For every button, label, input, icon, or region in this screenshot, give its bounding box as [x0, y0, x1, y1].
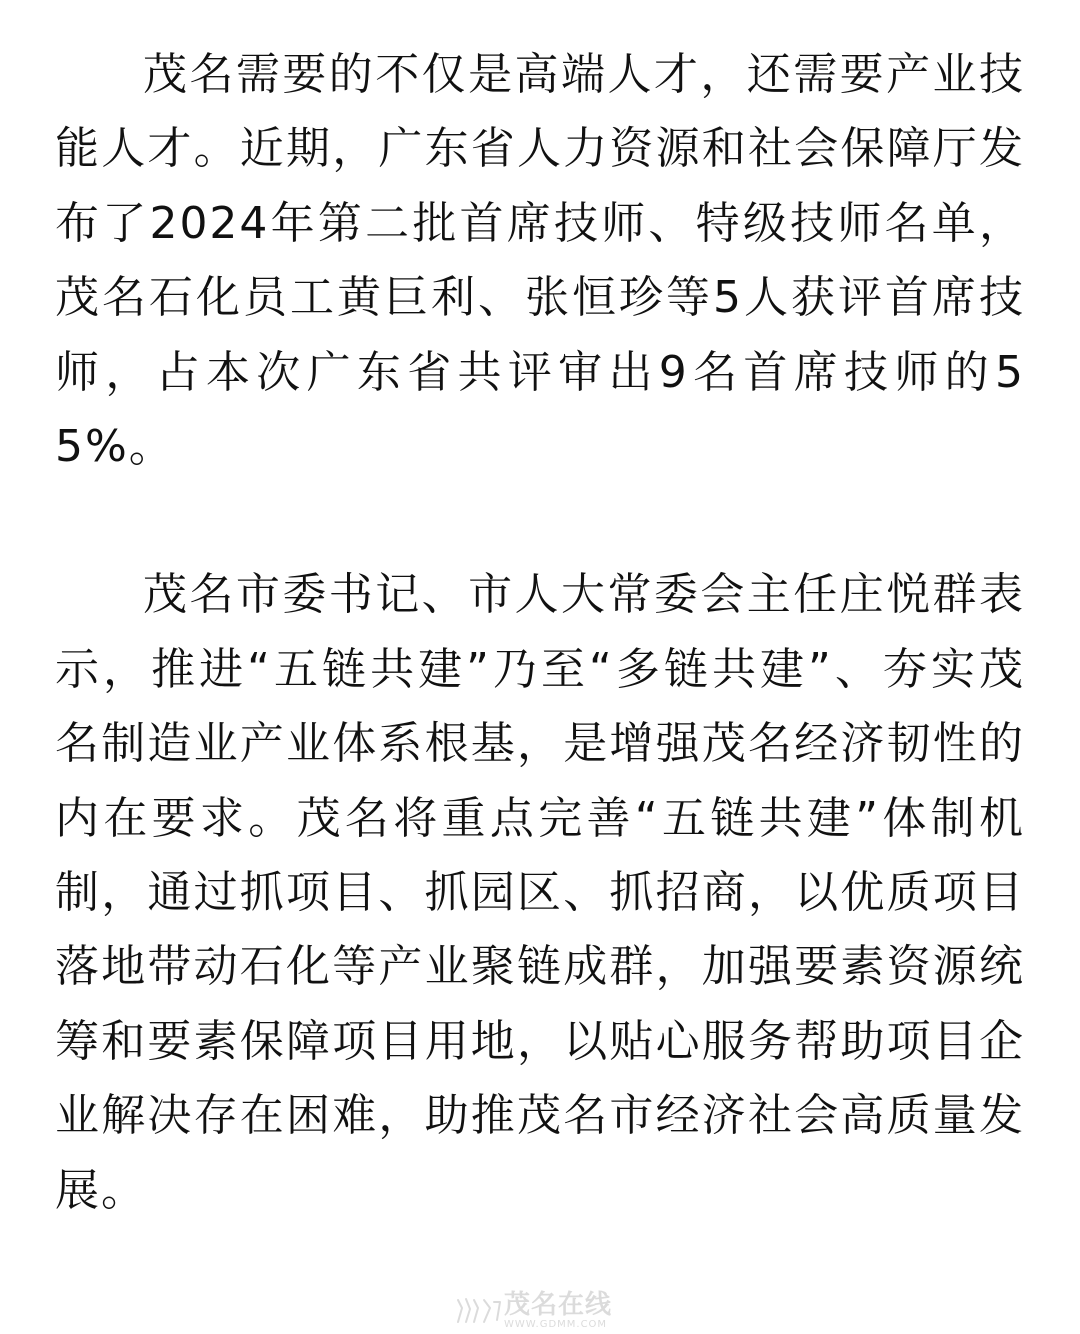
site-logo-icon [446, 1294, 510, 1326]
site-watermark [446, 1290, 646, 1334]
article-paragraph-2: 茂名市委书记、市人大常委会主任庄悦群表示，推进“五链共建”乃至“多链共建”、夯实茂名制造业产业体系根基，是增强茂名经济韧性的内在要求。茂名将重点完善“五链共建”体制机制，通过抓项目、抓园区、抓招商，以优质项目落地带动石化等产业聚链成群，加强要素资源统筹和要素保障项目用地，以贴心服务帮助项目企业解决存在困难，助推茂名市经济社会高质量发展。 [55, 569, 1025, 1216]
watermark-url: WWW.GDMM.COM [504, 1319, 608, 1330]
article-paragraph-1: 茂名需要的不仅是高端人才，还需要产业技能人才。近期，广东省人力资源和社会保障厅发布了2024年第二批首席技师、特级技师名单，茂名石化员工黄巨利、张恒珍等5人获评首席技师，占本次广东省共评审出9名首席技师的55%。 [55, 49, 1025, 473]
watermark-text: 茂名在线 [504, 1290, 613, 1320]
